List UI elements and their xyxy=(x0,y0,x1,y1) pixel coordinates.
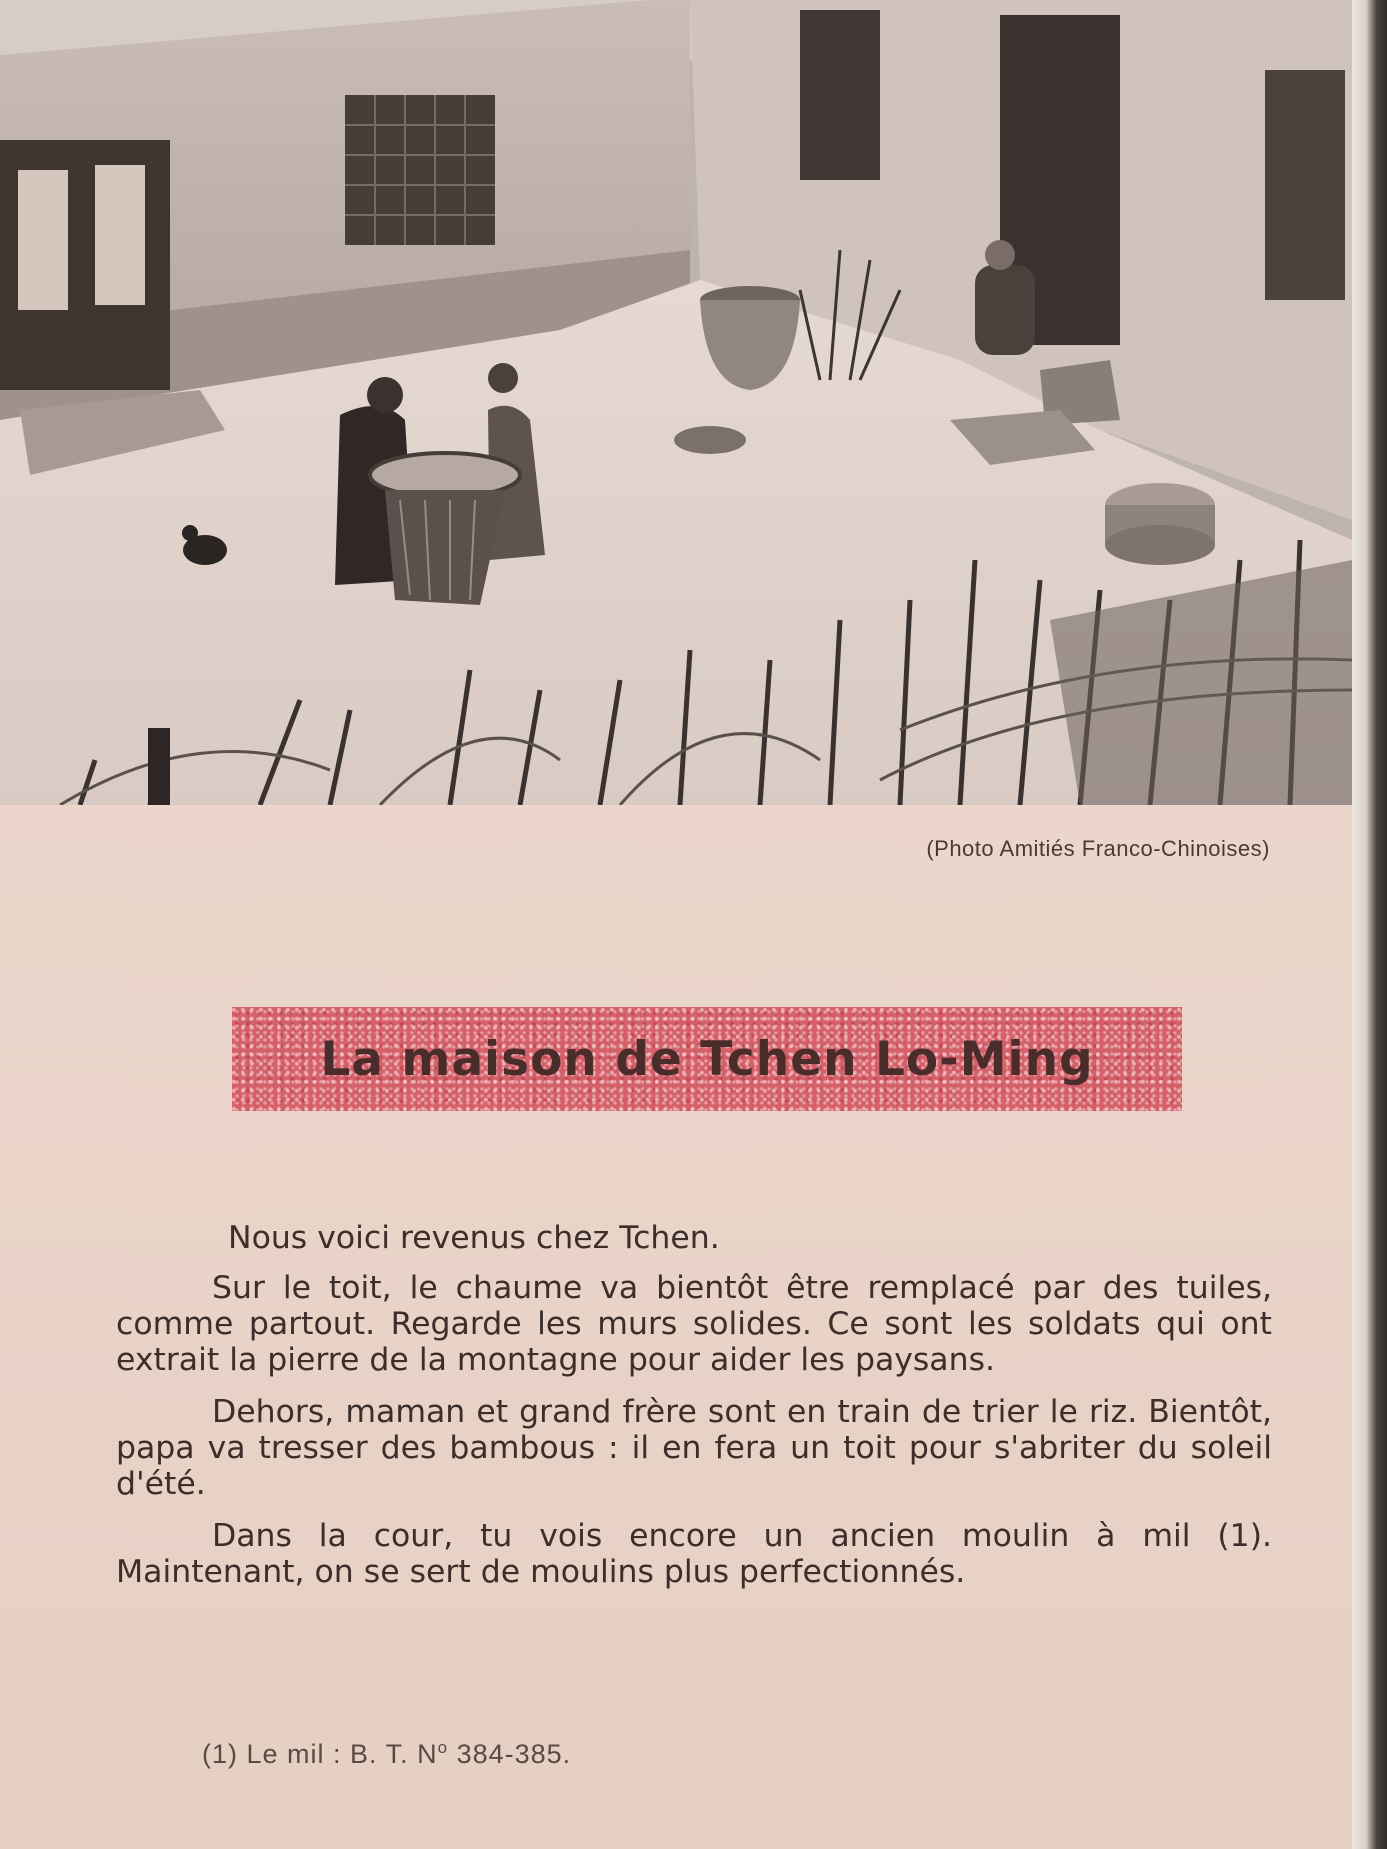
footnote-text: Le mil : B. T. N xyxy=(246,1739,438,1769)
footnote-numbers: 384-385. xyxy=(456,1739,572,1769)
page-edge xyxy=(1352,0,1387,1849)
paragraph: Nous voici revenus chez Tchen. xyxy=(228,1220,720,1256)
footnote-marker: (1) xyxy=(202,1739,238,1769)
page-title: La maison de Tchen Lo-Ming xyxy=(320,1031,1094,1087)
paragraph: Dans la cour, tu vois encore un ancien moulin à mil (1). Maintenant, on se sert de moulins plus perfectionnés. xyxy=(116,1518,1272,1590)
title-banner xyxy=(232,1007,1182,1111)
footnote-superscript: o xyxy=(437,1738,449,1757)
footnote xyxy=(202,1738,571,1770)
paragraph: Dehors, maman et grand frère sont en train de trier le riz. Bientôt, papa va tresser des bambous : il en fera un toit pour s'abriter du soleil d'été. xyxy=(116,1394,1272,1502)
courtyard-photo xyxy=(0,0,1352,805)
body-text xyxy=(116,1220,1272,1606)
paragraph: Sur le toit, le chaume va bientôt être remplacé par des tuiles, comme partout. Regarde les murs solides. Ce sont les soldats qui ont extrait la pierre de la montagne pour aider les paysans. xyxy=(116,1270,1272,1378)
courtyard-photo-illustration xyxy=(0,0,1352,805)
photo-credit: (Photo Amitiés Franco-Chinoises) xyxy=(926,836,1270,861)
